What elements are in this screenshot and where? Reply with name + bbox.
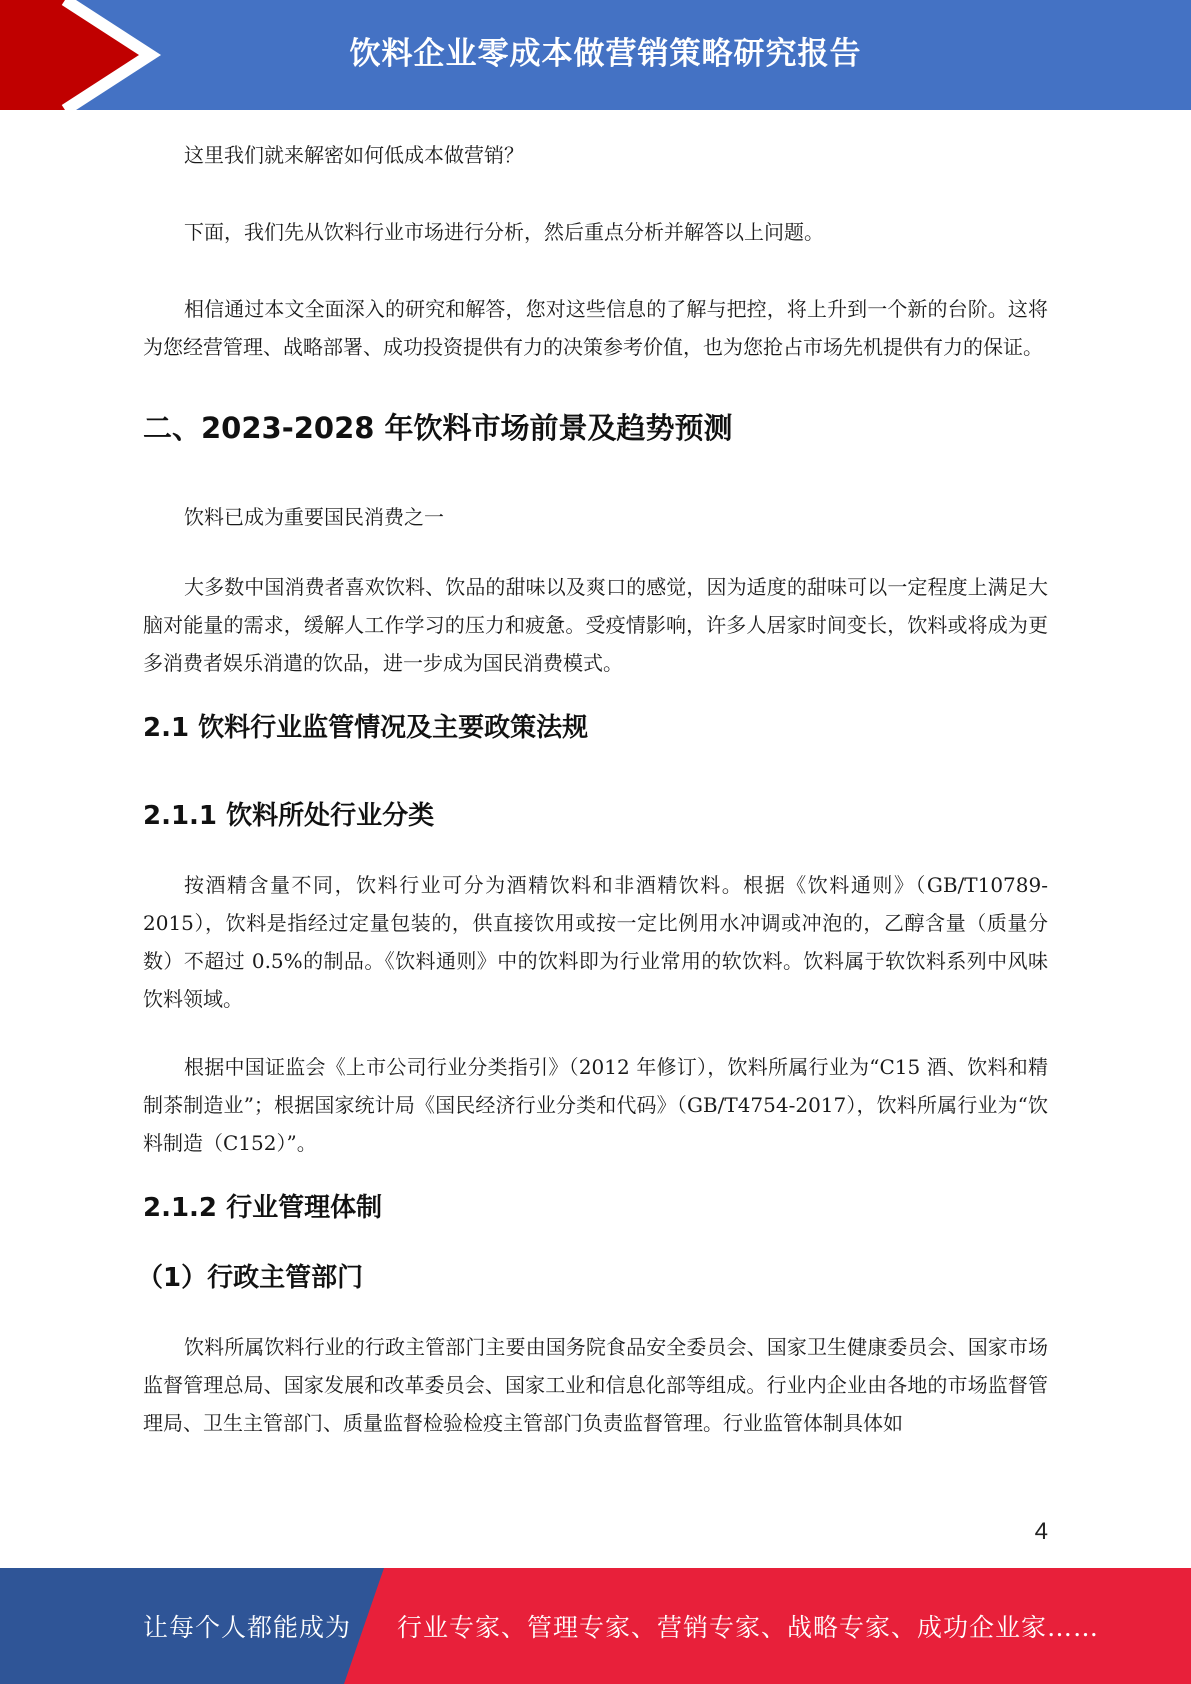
paragraph-consumption: 饮料已成为重要国民消费之一 <box>184 505 444 529</box>
document-body <box>137 120 1048 1442</box>
paragraph-intro-question: 这里我们就来解密如何低成本做营销？ <box>184 143 524 167</box>
footer-banner <box>0 1568 1191 1684</box>
subsection-heading-management-system: 2.1.2 行业管理体制 <box>143 1193 383 1223</box>
paragraph-classification: 按酒精含量不同，饮料行业可分为酒精饮料和非酒精饮料。根据《饮料通则》（GB/T10789-2015），饮料是指经过定量包装的，供直接饮用或按一定比例用水冲调或冲泡的，乙醇含量（质量分数）不超过 0.5%的制品。《饮料通则》中的饮料即为行业常用的软饮料。饮料属于软饮料系列中风味饮料领域。 <box>143 873 1048 1011</box>
header-banner <box>0 0 1191 110</box>
subsection-heading-regulation: 2.1 饮料行业监管情况及主要政策法规 <box>143 713 589 743</box>
heading-admin-department: （1）行政主管部门 <box>137 1263 364 1293</box>
page-number: 4 <box>1034 1518 1048 1545</box>
footer-slogan-right: 行业专家、管理专家、营销专家、战略专家、成功企业家…… <box>397 1613 1100 1642</box>
paragraph-admin-department: 饮料所属饮料行业的行政主管部门主要由国务院食品安全委员会、国家卫生健康委员会、国家市场监督管理总局、国家发展和改革委员会、国家工业和信息化部等组成。行业内企业由各地的市场监督管理局、卫生主管部门、质量监督检验检疫主管部门负责监督管理。行业监管体制具体如 <box>143 1335 1048 1435</box>
paragraph-analysis-plan: 下面，我们先从饮料行业市场进行分析，然后重点分析并解答以上问题。 <box>184 220 824 244</box>
paragraph-value-statement: 相信通过本文全面深入的研究和解答，您对这些信息的了解与把控，将上升到一个新的台阶。这将为您经营管理、战略部署、成功投资提供有力的决策参考价值，也为您抢占市场先机提供有力的保证。 <box>143 297 1048 359</box>
report-title: 饮料企业零成本做营销策略研究报告 <box>349 35 862 72</box>
footer-slogan-left: 让每个人都能成为 <box>143 1613 352 1642</box>
section-heading-market-forecast: 二、2023-2028 年饮料市场前景及趋势预测 <box>143 411 733 445</box>
paragraph-consumer-preference: 大多数中国消费者喜欢饮料、饮品的甜味以及爽口的感觉，因为适度的甜味可以一定程度上满足大脑对能量的需求，缓解人工作学习的压力和疲惫。受疫情影响，许多人居家时间变长，饮料或将成为更多消费者娱乐消遣的饮品，进一步成为国民消费模式。 <box>143 575 1048 675</box>
subsection-heading-classification: 2.1.1 饮料所处行业分类 <box>143 801 435 831</box>
paragraph-industry-category: 根据中国证监会《上市公司行业分类指引》（2012 年修订），饮料所属行业为“C15 酒、饮料和精制茶制造业”；根据国家统计局《国民经济行业分类和代码》（GB/T4754-2017），饮料所属行业为“饮料制造（C152）”。 <box>143 1055 1048 1155</box>
